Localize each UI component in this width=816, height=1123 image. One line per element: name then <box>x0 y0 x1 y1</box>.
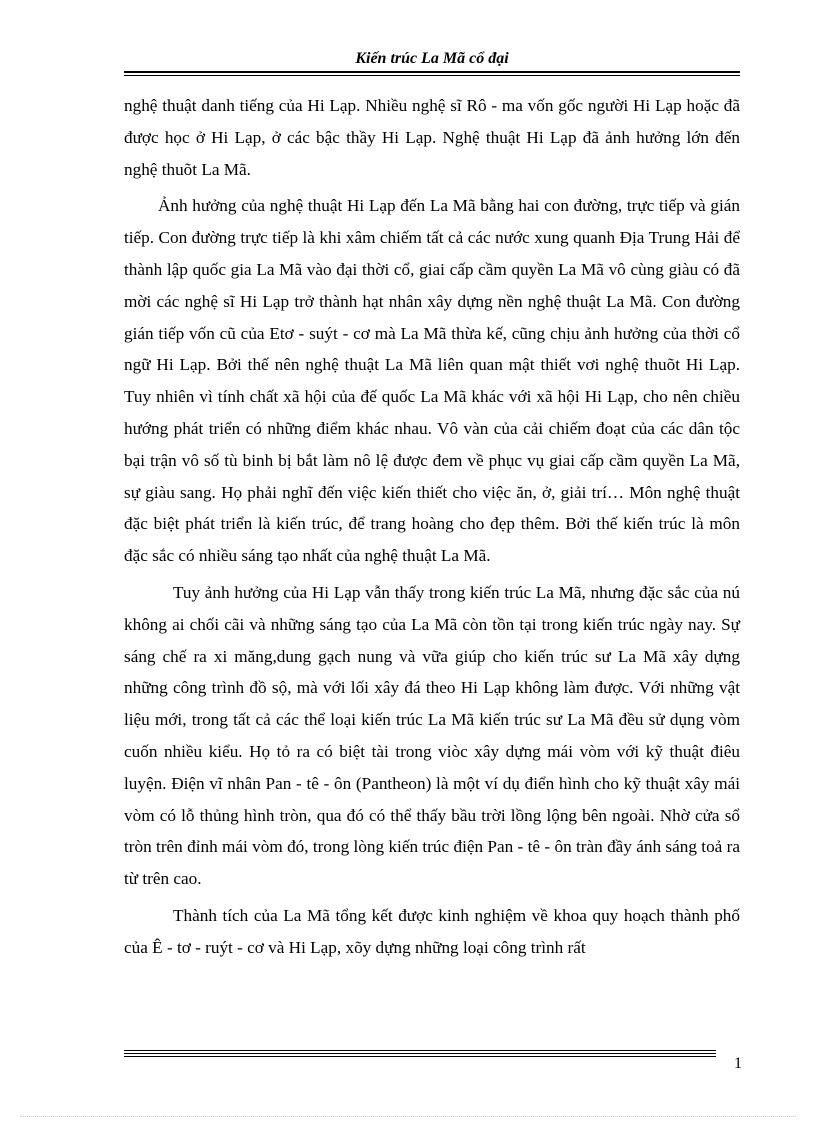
paragraph-1: nghệ thuật danh tiếng của Hi Lạp. Nhiều nghệ sĩ Rô - ma vốn gốc người Hi Lạp hoặc đã được học ở Hi Lạp, ở các bậc thầy Hi Lạp. Nghệ thuật Hi Lạp đã ảnh hưởng lớn đến nghệ thuõt La Mã. <box>124 96 740 179</box>
header-rule-thin <box>124 75 740 76</box>
header-rule-thick <box>124 71 740 73</box>
paragraph-4: Thành tích của La Mã tổng kết được kinh nghiệm về khoa quy hoạch thành phố của Ê - tơ - ruýt - cơ và Hi Lạp, xõy dựng những loại công trình rất <box>124 905 740 957</box>
running-header-title: Kiến trúc La Mã cổ đại <box>355 50 509 67</box>
page-number: 1 <box>734 1055 742 1072</box>
footer-rule-2 <box>124 1053 716 1054</box>
page-edge-divider <box>20 1116 796 1117</box>
footer-rule-1 <box>124 1050 716 1051</box>
footer-rule-3 <box>124 1056 716 1057</box>
paragraph-2: Ảnh hưởng của nghệ thuật Hi Lạp đến La Mã bằng hai con đường, trực tiếp và gián tiếp. Con đường trực tiếp là khi xâm chiếm tất cả các nước xung quanh Địa Trung Hải để thành lập quốc gia La Mã vào đại thời cổ, giai cấp cầm quyền La Mã vô cùng giàu có đã mời các nghệ sĩ Hi Lạp trở thành hạt nhân xây dựng nền nghệ thuật La Mã. Con đường gián tiếp vốn cũ của Etơ - suýt - cơ mà La Mã thừa kế, cũng chịu ảnh hưởng của thời cổ ngữ Hi Lạp. Bởi thế nên nghệ thuật La Mã liên quan mật thiết vơi nghệ thuõt Hi Lạp. Tuy nhiên vì tính chất xã hội của đế quốc La Mã khác với xã hội Hi Lạp, cho nên chiều hướng phát triển có những điểm khác nhau. Vô vàn của cải chiếm đoạt của các dân tộc bại trận vô số tù binh bị bắt làm nô lệ được đem về phục vụ giai cấp cầm quyền La Mã, sự giàu sang. Họ phải nghĩ đến việc kiến thiết cho việc ăn, ở, giải trí… Môn nghệ thuật đặc biệt phát triển là kiến trúc, để trang hoàng cho đẹp thêm. Bởi thế kiến trúc là môn đặc sắc có nhiều sáng tạo nhất của nghệ thuật La Mã. <box>124 196 740 566</box>
body-text <box>124 90 740 969</box>
paragraph-3: Tuy ảnh hưởng của Hi Lạp vẫn thấy trong kiến trúc La Mã, nhưng đặc sắc của nú không ai chối cãi và những sáng tạo của La Mã còn tồn tại trong kiến trúc ngày nay. Sự sáng chế ra xi măng,dung gạch nung và vữa giúp cho kiến trúc sư La Mã xây dựng những công trình đồ sộ, mà với lối xây đá theo Hi Lạp không làm được. Với những vật liệu mới, trong tất cả các thể loại kiến trúc La Mã kiến trúc sư La Mã đều sử dụng vòm cuốn nhiều kiểu. Họ tỏ ra có biệt tài trong viòc xây dựng mái vòm với kỹ thuật điêu luyện. Điện vĩ nhân Pan - tê - ôn (Pantheon) là một ví dụ điển hình cho kỹ thuật xây mái vòm có lỗ thủng hình tròn, qua đó có thể thấy bầu trời lồng lộng bên ngoài. Nhờ cửa sổ tròn trên đỉnh mái vòm đó, trong lòng kiến trúc điện Pan - tê - ôn tràn đầy ánh sáng toả ra từ trên cao. <box>124 582 740 889</box>
